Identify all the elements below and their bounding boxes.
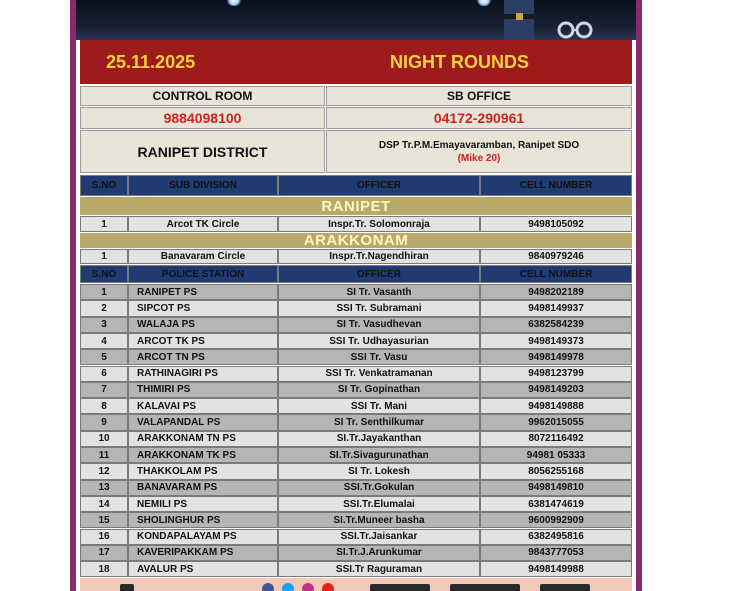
row-cell-number: 6382584239 — [480, 317, 632, 333]
social-media-icon — [258, 581, 350, 591]
row-officer: SSI Tr. Subramani — [278, 300, 480, 316]
row-station: THAKKOLAM PS — [128, 463, 278, 479]
row-sno: 13 — [80, 480, 128, 496]
row-cell-number: 94981 05333 — [480, 447, 632, 463]
row-station: SHOLINGHUR PS — [128, 512, 278, 528]
table-row — [80, 317, 632, 333]
police-car-headlight-icon — [476, 0, 492, 6]
row-officer: SSI Tr. Venkatramanan — [278, 366, 480, 382]
table-row — [80, 382, 632, 398]
sb-office-number: 04172-290961 — [326, 107, 632, 129]
control-room-label: CONTROL ROOM — [80, 86, 325, 106]
row-officer: SI Tr. Lokesh — [278, 463, 480, 479]
table-row — [80, 431, 632, 447]
row-sno: 12 — [80, 463, 128, 479]
table-row — [80, 333, 632, 349]
row-sno: 9 — [80, 414, 128, 430]
control-room-number: 9884098100 — [80, 107, 325, 129]
row-station: VALAPANDAL PS — [128, 414, 278, 430]
table-row — [80, 284, 632, 300]
station-header-row — [80, 265, 632, 283]
row-sno: 18 — [80, 561, 128, 577]
row-officer: SSI.Tr.Elumalai — [278, 496, 480, 512]
column-header: POLICE STATION — [128, 265, 278, 283]
row-officer: SI Tr. Vasudhevan — [278, 317, 480, 333]
row-station: BANAVARAM PS — [128, 480, 278, 496]
row-station: KAVERIPAKKAM PS — [128, 545, 278, 561]
row-sno: 14 — [80, 496, 128, 512]
row-sno: 2 — [80, 300, 128, 316]
table-row — [80, 447, 632, 463]
row-station: ARAKKONAM TK PS — [128, 447, 278, 463]
table-row — [80, 463, 632, 479]
row-sno: 3 — [80, 317, 128, 333]
footer-text-fragment — [120, 584, 134, 591]
table-row — [80, 414, 632, 430]
subdivision-header-row — [80, 175, 632, 196]
row-sno: 11 — [80, 447, 128, 463]
row-officer: SI Tr. Vasanth — [278, 284, 480, 300]
table-row — [80, 496, 632, 512]
row-sno: 4 — [80, 333, 128, 349]
row-station: SIPCOT PS — [128, 300, 278, 316]
footer-text-fragment — [370, 584, 430, 591]
row-officer: SI.Tr.Sivagurunathan — [278, 447, 480, 463]
row-sno: 1 — [80, 249, 128, 264]
row-cell-number: 9843777053 — [480, 545, 632, 561]
table-row — [80, 561, 632, 577]
report-title: NIGHT ROUNDS — [390, 52, 529, 72]
row-officer: SI.Tr.Jayakanthan — [278, 431, 480, 447]
row-officer: Inspr.Tr. Solomonraja — [278, 216, 480, 232]
police-car-headlight-icon — [226, 0, 242, 6]
row-officer: SSI Tr. Udhayasurian — [278, 333, 480, 349]
row-sno: 6 — [80, 366, 128, 382]
dsp-callsign: (Mike 20) — [457, 152, 501, 164]
top-banner-image — [76, 0, 636, 40]
table-row — [80, 545, 632, 561]
row-cell-number: 6382495816 — [480, 529, 632, 545]
row-sno: 7 — [80, 382, 128, 398]
section-arakkonam: ARAKKONAM — [80, 233, 632, 248]
row-cell-number: 9498149203 — [480, 382, 632, 398]
row-cell-number: 9600992909 — [480, 512, 632, 528]
row-sno: 15 — [80, 512, 128, 528]
column-header: OFFICER — [278, 265, 480, 283]
table-row — [80, 480, 632, 496]
handcuffs-icon — [552, 0, 622, 40]
row-sno: 5 — [80, 349, 128, 365]
footer-text-fragment — [450, 584, 520, 591]
row-officer: SI.Tr.Muneer basha — [278, 512, 480, 528]
row-officer: Inspr.Tr.Nagendhiran — [278, 249, 480, 264]
row-cell-number: 8072116492 — [480, 431, 632, 447]
row-cell-number: 9840979246 — [480, 249, 632, 264]
row-cell-number: 9498149373 — [480, 333, 632, 349]
column-header: S.NO — [80, 175, 128, 196]
section-ranipet: RANIPET — [80, 197, 632, 215]
row-cell-number: 9962015055 — [480, 414, 632, 430]
row-officer: SSI.Tr.Jaisankar — [278, 529, 480, 545]
row-cell-number: 6381474619 — [480, 496, 632, 512]
column-header: SUB DIVISION — [128, 175, 278, 196]
row-cell-number: 9498149937 — [480, 300, 632, 316]
row-cell-number: 9498149888 — [480, 398, 632, 414]
row-cell-number: 9498149978 — [480, 349, 632, 365]
table-row — [80, 366, 632, 382]
row-sno: 17 — [80, 545, 128, 561]
row-subdivision: Arcot TK Circle — [128, 216, 278, 232]
row-station: THIMIRI PS — [128, 382, 278, 398]
row-officer: SI Tr. Gopinathan — [278, 382, 480, 398]
dsp-info — [326, 130, 632, 173]
row-officer: SSI Tr. Vasu — [278, 349, 480, 365]
row-officer: SI Tr. Senthilkumar — [278, 414, 480, 430]
row-cell-number: 9498105092 — [480, 216, 632, 232]
row-station: AVALUR PS — [128, 561, 278, 577]
row-cell-number: 9498123799 — [480, 366, 632, 382]
row-sno: 10 — [80, 431, 128, 447]
footer-banner — [80, 578, 632, 591]
row-station: KONDAPALAYAM PS — [128, 529, 278, 545]
column-header: CELL NUMBER — [480, 265, 632, 283]
row-sno: 1 — [80, 216, 128, 232]
table-row — [80, 529, 632, 545]
row-officer: SSI.Tr Raguraman — [278, 561, 480, 577]
table-row — [80, 349, 632, 365]
footer-text-fragment — [540, 584, 590, 591]
row-cell-number: 9498149988 — [480, 561, 632, 577]
row-station: NEMILI PS — [128, 496, 278, 512]
table-row — [80, 216, 632, 232]
row-sno: 16 — [80, 529, 128, 545]
row-officer: SI.Tr.J.Arunkumar — [278, 545, 480, 561]
row-cell-number: 8056255168 — [480, 463, 632, 479]
row-subdivision: Banavaram Circle — [128, 249, 278, 264]
table-row — [80, 398, 632, 414]
dsp-name: DSP Tr.P.M.Emayavaramban, Ranipet SDO — [378, 139, 580, 151]
row-station: WALAJA PS — [128, 317, 278, 333]
row-cell-number: 9498202189 — [480, 284, 632, 300]
district-name: RANIPET DISTRICT — [80, 130, 325, 173]
column-header: S.NO — [80, 265, 128, 283]
row-sno: 1 — [80, 284, 128, 300]
row-station: ARCOT TN PS — [128, 349, 278, 365]
row-station: KALAVAI PS — [128, 398, 278, 414]
sb-office-label: SB OFFICE — [326, 86, 632, 106]
row-station: RATHINAGIRI PS — [128, 366, 278, 382]
row-cell-number: 9498149810 — [480, 480, 632, 496]
table-row — [80, 300, 632, 316]
row-station: RANIPET PS — [128, 284, 278, 300]
row-sno: 8 — [80, 398, 128, 414]
row-station: ARAKKONAM TN PS — [128, 431, 278, 447]
report-date: 25.11.2025 — [106, 52, 196, 72]
table-row — [80, 249, 632, 264]
table-row — [80, 512, 632, 528]
row-officer: SSI.Tr.Gokulan — [278, 480, 480, 496]
row-officer: SSI Tr. Mani — [278, 398, 480, 414]
column-header: OFFICER — [278, 175, 480, 196]
row-station: ARCOT TK PS — [128, 333, 278, 349]
column-header: CELL NUMBER — [480, 175, 632, 196]
